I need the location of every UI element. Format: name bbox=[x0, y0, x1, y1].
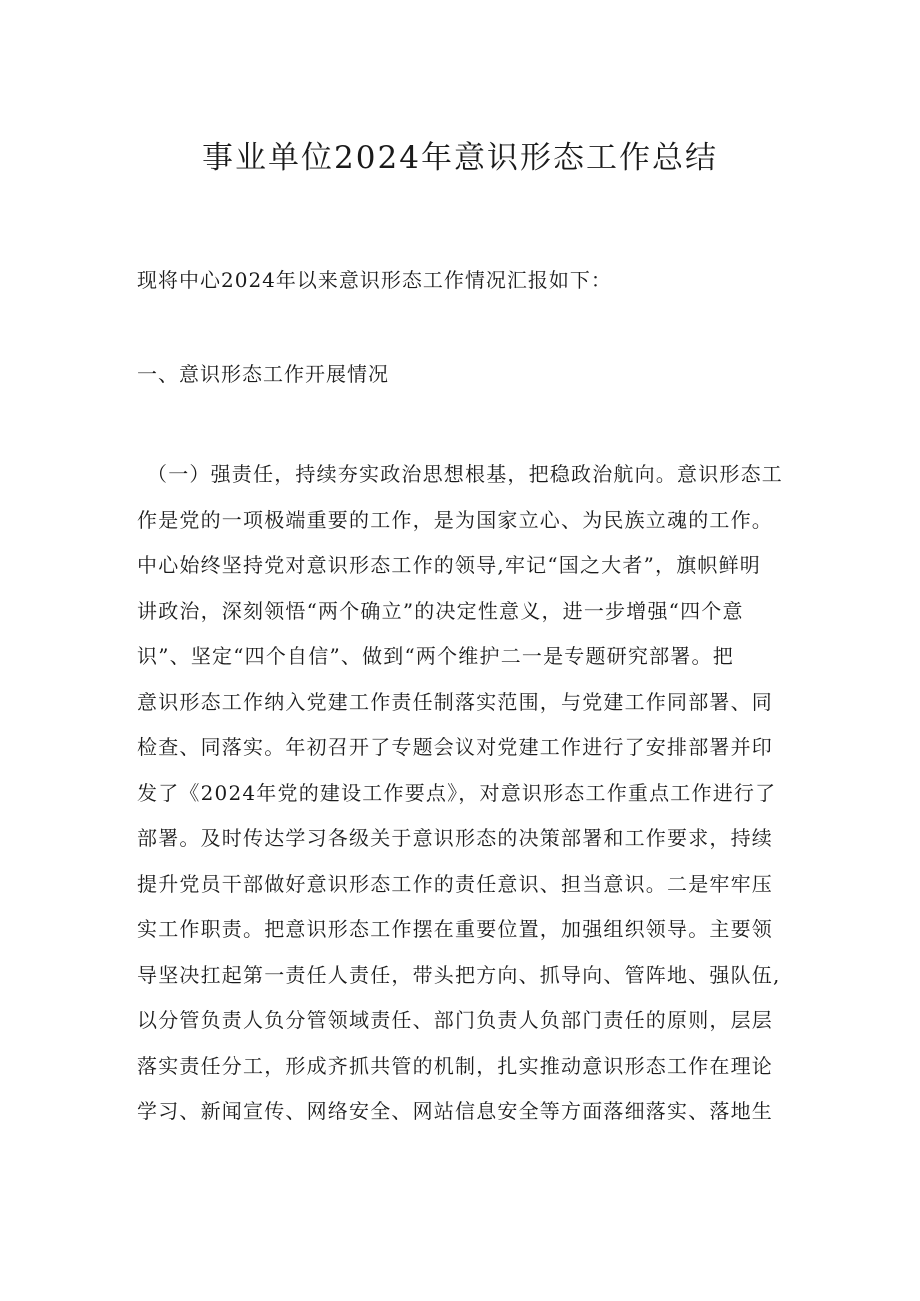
body-line: 讲政治，深刻领悟“两个确立”的决定性意义，进一步增强“四个意 bbox=[137, 598, 744, 623]
body-line: 学习、新闻宣传、网络安全、网站信息安全等方面落细落实、落地生 bbox=[137, 1099, 773, 1123]
body-line: 意识形态工作纳入党建工作责任制落实范围，与党建工作同部署、同 bbox=[137, 689, 773, 714]
body-line: 落实责任分工，形成齐抓共管的机制，扎实推动意识形态工作在理论 bbox=[137, 1053, 773, 1078]
body-line: 部署。及时传达学习各级关于意识形态的决策部署和工作要求，持续 bbox=[137, 826, 773, 850]
section-heading: 一、意识形态工作开展情况 bbox=[137, 362, 389, 386]
body-line: 检查、同落实。年初召开了专题会议对党建工作进行了安排部署并印 bbox=[137, 735, 773, 759]
body-paragraph bbox=[137, 452, 797, 1135]
body-line: 导坚决扛起第一责任人责任，带头把方向、抓导向、管阵地、强队伍, bbox=[137, 962, 781, 987]
body-line: 实工作职责。把意识形态工作摆在重要位置，加强组织领导。主要领 bbox=[137, 917, 773, 941]
document-title: 事业单位2024年意识形态工作总结 bbox=[202, 140, 718, 176]
body-line: 以分管负责人负分管领域责任、部门负责人负部门责任的原则，层层 bbox=[137, 1008, 773, 1032]
body-line: 识”、坚定“四个自信”、做到“两个维护二一是专题研究部署。把 bbox=[137, 644, 734, 668]
body-line: 作是党的一项极端重要的工作，是为国家立心、为民族立魂的工作。 bbox=[137, 507, 773, 532]
body-line: 中心始终坚持党对意识形态工作的领导,牢记“国之大者”，旗帜鲜明 bbox=[137, 553, 762, 577]
body-line: 发了《2024年党的建设工作要点》，对意识形态工作重点工作进行了 bbox=[137, 780, 777, 805]
intro-paragraph: 现将中心2024年以来意识形态工作情况汇报如下： bbox=[137, 268, 612, 292]
body-line: 提升党员干部做好意识形态工作的责任意识、担当意识。二是牢牢压 bbox=[137, 871, 773, 896]
body-line: （一）强责任，持续夯实政治思想根基，把稳政治航向。意识形态工 bbox=[147, 462, 783, 486]
